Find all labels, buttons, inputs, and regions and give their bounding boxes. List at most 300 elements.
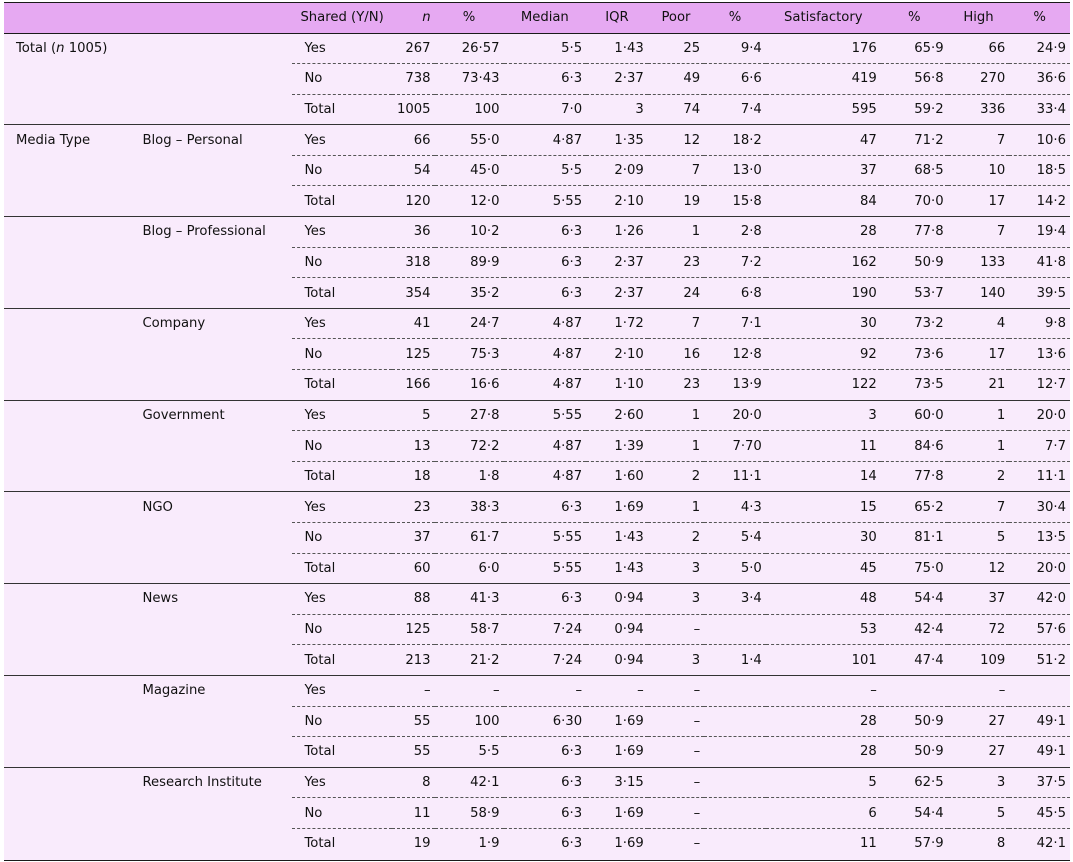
cell-sat-pct: 84·6 [881, 431, 948, 462]
cell-n: 5 [392, 400, 435, 431]
cell-high: 27 [948, 706, 1010, 737]
cell-median: 5·55 [504, 186, 587, 217]
cell-poor: 3 [648, 584, 704, 615]
cell-high: 7 [948, 125, 1010, 156]
data-table-container [4, 2, 1070, 861]
table-row [4, 492, 1070, 523]
cell-iqr: 2·37 [586, 64, 648, 95]
cell-satisfactory: 101 [766, 645, 881, 676]
cell-poor: – [648, 767, 704, 798]
cell-group [4, 767, 130, 798]
cell-n: 37 [392, 523, 435, 554]
cell-poor-pct [704, 737, 766, 768]
header-row [4, 3, 1070, 33]
cell-pct: 100 [435, 706, 504, 737]
cell-sat-pct: 81·1 [881, 523, 948, 554]
cell-shared: Total [292, 645, 391, 676]
cell-pct: 12·0 [435, 186, 504, 217]
header-cell-poor: Poor [648, 3, 704, 33]
cell-group [4, 339, 130, 370]
cell-high-pct: 36·6 [1009, 64, 1070, 95]
cell-high-pct: 13·6 [1009, 339, 1070, 370]
cell-satisfactory: 28 [766, 217, 881, 248]
cell-high-pct: 45·5 [1009, 798, 1070, 829]
cell-pct: 89·9 [435, 247, 504, 278]
cell-poor-pct: 11·1 [704, 461, 766, 492]
cell-pct: 58·9 [435, 798, 504, 829]
header-cell-poor-pct: % [704, 3, 766, 33]
cell-high-pct: 24·9 [1009, 33, 1070, 64]
cell-poor-pct: 7·1 [704, 308, 766, 339]
table-header [4, 3, 1070, 33]
cell-poor-pct: 5·4 [704, 523, 766, 554]
cell-shared: No [292, 523, 391, 554]
cell-sat-pct: 56·8 [881, 64, 948, 95]
table-row [4, 461, 1070, 492]
cell-group [4, 675, 130, 706]
cell-poor: 7 [648, 155, 704, 186]
cell-n: 125 [392, 614, 435, 645]
cell-poor: 19 [648, 186, 704, 217]
cell-median: 7·24 [504, 645, 587, 676]
cell-subgroup: Company [142, 316, 206, 332]
cell-shared: Yes [292, 767, 391, 798]
cell-shared: Total [292, 94, 391, 125]
cell-satisfactory: 84 [766, 186, 881, 217]
cell-poor-pct [704, 706, 766, 737]
cell-pct: 75·3 [435, 339, 504, 370]
cell-median: 4·87 [504, 370, 587, 401]
cell-high: 5 [948, 798, 1010, 829]
cell-high: 10 [948, 155, 1010, 186]
cell-high: 66 [948, 33, 1010, 64]
cell-poor-pct [704, 614, 766, 645]
cell-high-pct [1009, 675, 1070, 706]
cell-poor-pct: 4·3 [704, 492, 766, 523]
table-row [4, 125, 1070, 156]
cell-poor-pct: 7·2 [704, 247, 766, 278]
cell-median: 6·3 [504, 798, 587, 829]
cell-poor-pct: 5·0 [704, 553, 766, 584]
cell-iqr: 1·35 [586, 125, 648, 156]
cell-subgroup: Research Institute [142, 775, 262, 791]
cell-median: 5·5 [504, 33, 587, 64]
cell-sat-pct: 73·2 [881, 308, 948, 339]
header-cell-n: n [392, 3, 435, 33]
cell-n: 738 [392, 64, 435, 95]
cell-n: 23 [392, 492, 435, 523]
cell-high: 1 [948, 431, 1010, 462]
cell-shared: Total [292, 553, 391, 584]
cell-pct: 35·2 [435, 278, 504, 309]
cell-shared: Total [292, 370, 391, 401]
cell-poor-pct: 12·8 [704, 339, 766, 370]
cell-subgroup [130, 278, 292, 309]
cell-pct: 24·7 [435, 308, 504, 339]
cell-median: 6·3 [504, 737, 587, 768]
table-row [4, 247, 1070, 278]
cell-shared: Total [292, 737, 391, 768]
cell-satisfactory: 122 [766, 370, 881, 401]
cell-n: 41 [392, 308, 435, 339]
table-body [4, 33, 1070, 859]
cell-n: 60 [392, 553, 435, 584]
cell-satisfactory: 28 [766, 706, 881, 737]
cell-median: 6·3 [504, 247, 587, 278]
cell-shared: Yes [292, 584, 391, 615]
cell-shared: No [292, 339, 391, 370]
cell-subgroup [130, 186, 292, 217]
cell-sat-pct: 59·2 [881, 94, 948, 125]
cell-high-pct: 11·1 [1009, 461, 1070, 492]
cell-sat-pct: 60·0 [881, 400, 948, 431]
cell-iqr: 1·60 [586, 461, 648, 492]
cell-subgroup [130, 431, 292, 462]
cell-high: 3 [948, 767, 1010, 798]
cell-satisfactory: 28 [766, 737, 881, 768]
cell-high-pct: 57·6 [1009, 614, 1070, 645]
cell-n: 318 [392, 247, 435, 278]
cell-satisfactory: 48 [766, 584, 881, 615]
cell-group [4, 247, 130, 278]
cell-subgroup: Blog – Personal [142, 132, 243, 148]
cell-poor: 1 [648, 431, 704, 462]
cell-high-pct: 7·7 [1009, 431, 1070, 462]
cell-high: 21 [948, 370, 1010, 401]
cell-iqr: 1·10 [586, 370, 648, 401]
cell-sat-pct: 75·0 [881, 553, 948, 584]
cell-n: 213 [392, 645, 435, 676]
cell-poor-pct: 13·0 [704, 155, 766, 186]
cell-pct: 27·8 [435, 400, 504, 431]
cell-group [4, 217, 130, 248]
cell-iqr: 1·69 [586, 737, 648, 768]
table-row [4, 737, 1070, 768]
cell-n: 120 [392, 186, 435, 217]
cell-shared: Yes [292, 33, 391, 64]
cell-sat-pct: 57·9 [914, 836, 944, 852]
cell-median: 4·87 [504, 461, 587, 492]
cell-sat-pct: 42·4 [881, 614, 948, 645]
cell-median: 4·87 [504, 431, 587, 462]
header-cell-pct: % [435, 3, 504, 33]
cell-group [4, 400, 130, 431]
cell-pct: – [435, 675, 504, 706]
cell-poor: – [648, 737, 704, 768]
cell-poor: – [693, 836, 701, 852]
cell-high-pct: 37·5 [1009, 767, 1070, 798]
cell-n: 8 [392, 767, 435, 798]
cell-iqr: 2·10 [586, 339, 648, 370]
cell-poor: 16 [648, 339, 704, 370]
cell-satisfactory: 176 [766, 33, 881, 64]
cell-shared: No [292, 247, 391, 278]
cell-satisfactory: 14 [766, 461, 881, 492]
table-row [4, 767, 1070, 798]
cell-poor: 1 [648, 400, 704, 431]
cell-pct: 5·5 [435, 737, 504, 768]
header-cell-shared: Shared (Y/N) [292, 3, 391, 33]
cell-high-pct: 19·4 [1009, 217, 1070, 248]
cell-subgroup: NGO [142, 499, 173, 515]
cell-high-pct: 42·0 [1009, 584, 1070, 615]
cell-n: 354 [392, 278, 435, 309]
table-row [4, 523, 1070, 554]
cell-high: – [948, 675, 1010, 706]
cell-sat-pct: 53·7 [881, 278, 948, 309]
cell-n: 19 [413, 836, 431, 852]
cell-iqr: 1·72 [586, 308, 648, 339]
cell-pct: 42·1 [435, 767, 504, 798]
cell-iqr: 1·39 [586, 431, 648, 462]
cell-shared: Total [292, 186, 391, 217]
cell-subgroup: Blog – Professional [142, 224, 266, 240]
cell-pct: 10·2 [435, 217, 504, 248]
cell-pct: 21·2 [435, 645, 504, 676]
cell-n: 267 [392, 33, 435, 64]
cell-high: 140 [948, 278, 1010, 309]
cell-high: 133 [948, 247, 1010, 278]
cell-iqr: 3·15 [586, 767, 648, 798]
cell-pct: 1·9 [478, 836, 500, 852]
cell-poor: 23 [648, 370, 704, 401]
cell-group [4, 370, 130, 401]
cell-group [4, 737, 130, 768]
table-row [4, 339, 1070, 370]
cell-median: 6·3 [561, 836, 583, 852]
cell-poor: 3 [648, 645, 704, 676]
cell-high-pct: 9·8 [1009, 308, 1070, 339]
cell-poor-pct: 7·4 [704, 94, 766, 125]
cell-group [4, 155, 130, 186]
cell-poor-pct: 20·0 [704, 400, 766, 431]
cell-sat-pct: 47·4 [881, 645, 948, 676]
cell-pct: 38·3 [435, 492, 504, 523]
cell-high: 1 [948, 400, 1010, 431]
cell-satisfactory: 190 [766, 278, 881, 309]
header-cell-median: Median [504, 3, 587, 33]
cell-high-pct: 18·5 [1009, 155, 1070, 186]
table-row [4, 64, 1070, 95]
cell-group [4, 828, 130, 859]
cell-high-pct: 41·8 [1009, 247, 1070, 278]
cell-high-pct: 42·1 [1036, 836, 1066, 852]
cell-group [4, 492, 130, 523]
cell-satisfactory: 30 [766, 523, 881, 554]
data-table [4, 3, 1070, 859]
cell-poor: 1 [648, 217, 704, 248]
cell-high-pct: 49·1 [1009, 706, 1070, 737]
cell-iqr: 0·94 [586, 584, 648, 615]
cell-sat-pct: 73·6 [881, 339, 948, 370]
cell-poor: 23 [648, 247, 704, 278]
cell-sat-pct: 54·4 [881, 798, 948, 829]
cell-median: 7·0 [504, 94, 587, 125]
cell-shared: Total [292, 278, 391, 309]
cell-n: – [392, 675, 435, 706]
cell-group [4, 706, 130, 737]
cell-poor: 3 [648, 553, 704, 584]
cell-subgroup [130, 737, 292, 768]
cell-subgroup [130, 247, 292, 278]
cell-subgroup [130, 461, 292, 492]
cell-subgroup [130, 339, 292, 370]
cell-shared: No [292, 706, 391, 737]
cell-subgroup: News [142, 591, 179, 607]
cell-high-pct: 20·0 [1009, 553, 1070, 584]
header-cell-sat-pct: % [881, 3, 948, 33]
cell-n: 88 [392, 584, 435, 615]
cell-poor: – [648, 798, 704, 829]
cell-group [4, 523, 130, 554]
cell-sat-pct: 62·5 [881, 767, 948, 798]
cell-iqr: 1·43 [586, 523, 648, 554]
cell-pct: 72·2 [435, 431, 504, 462]
cell-satisfactory: 6 [766, 798, 881, 829]
cell-satisfactory: 11 [860, 836, 877, 852]
cell-median: 6·3 [504, 217, 587, 248]
cell-poor-pct [704, 828, 766, 859]
cell-poor: 7 [648, 308, 704, 339]
cell-subgroup [130, 370, 292, 401]
cell-poor: 2 [648, 461, 704, 492]
cell-high: 8 [996, 836, 1006, 852]
cell-high-pct: 13·5 [1009, 523, 1070, 554]
cell-subgroup [130, 645, 292, 676]
cell-poor-pct: 1·4 [704, 645, 766, 676]
cell-subgroup [130, 523, 292, 554]
cell-subgroup [130, 553, 292, 584]
cell-poor-pct: 6·6 [704, 64, 766, 95]
cell-iqr: 1·69 [586, 492, 648, 523]
cell-poor: 1 [648, 492, 704, 523]
cell-high: 27 [948, 737, 1010, 768]
cell-median: 4·87 [504, 125, 587, 156]
cell-subgroup [130, 33, 292, 64]
cell-subgroup [130, 706, 292, 737]
cell-high: 37 [948, 584, 1010, 615]
cell-pct: 61·7 [435, 523, 504, 554]
cell-shared: No [292, 155, 391, 186]
cell-high-pct: 51·2 [1009, 645, 1070, 676]
cell-high-pct: 14·2 [1009, 186, 1070, 217]
cell-n: 55 [392, 737, 435, 768]
cell-sat-pct: 71·2 [881, 125, 948, 156]
cell-group: Total (n 1005) [16, 40, 108, 56]
table-row [4, 370, 1070, 401]
header-cell-high: High [948, 3, 1010, 33]
cell-shared: No [292, 614, 391, 645]
cell-sat-pct: 68·5 [881, 155, 948, 186]
cell-poor: 25 [648, 33, 704, 64]
table-row [4, 186, 1070, 217]
cell-high-pct: 10·6 [1009, 125, 1070, 156]
header-cell-high-pct: % [1009, 3, 1070, 33]
cell-sat-pct: 50·9 [881, 706, 948, 737]
table-row [4, 155, 1070, 186]
cell-sat-pct: 50·9 [881, 737, 948, 768]
cell-high-pct: 39·5 [1009, 278, 1070, 309]
cell-satisfactory: 3 [766, 400, 881, 431]
cell-median: 5·55 [504, 553, 587, 584]
cell-n: 166 [392, 370, 435, 401]
cell-shared: Yes [292, 217, 391, 248]
cell-iqr: – [586, 675, 648, 706]
cell-shared: No [292, 431, 391, 462]
cell-satisfactory: 5 [766, 767, 881, 798]
cell-poor-pct: 13·9 [704, 370, 766, 401]
cell-median: 6·3 [504, 584, 587, 615]
cell-median: 6·3 [504, 64, 587, 95]
cell-high: 12 [948, 553, 1010, 584]
cell-poor-pct: 15·8 [704, 186, 766, 217]
cell-sat-pct [881, 675, 948, 706]
table-row [4, 33, 1070, 64]
cell-satisfactory: 419 [766, 64, 881, 95]
table-row [4, 308, 1070, 339]
cell-satisfactory: 15 [766, 492, 881, 523]
cell-group [4, 186, 130, 217]
cell-median: 4·87 [504, 308, 587, 339]
cell-group [4, 64, 130, 95]
cell-satisfactory: 47 [766, 125, 881, 156]
cell-iqr: 0·94 [586, 645, 648, 676]
cell-group [4, 94, 130, 125]
cell-poor-pct: 18·2 [704, 125, 766, 156]
cell-iqr: 1·43 [586, 553, 648, 584]
cell-satisfactory: 162 [766, 247, 881, 278]
cell-high: 5 [948, 523, 1010, 554]
cell-poor-pct [704, 798, 766, 829]
cell-median: 6·3 [504, 278, 587, 309]
cell-pct: 41·3 [435, 584, 504, 615]
cell-pct: 1·8 [435, 461, 504, 492]
cell-subgroup [130, 828, 292, 859]
cell-n: 36 [392, 217, 435, 248]
cell-iqr: 1·69 [586, 706, 648, 737]
cell-n: 11 [392, 798, 435, 829]
cell-group [4, 584, 130, 615]
cell-pct: 73·43 [435, 64, 504, 95]
header-cell-group [4, 3, 130, 33]
cell-high: 17 [948, 186, 1010, 217]
cell-subgroup [130, 64, 292, 95]
table-row [4, 614, 1070, 645]
cell-sat-pct: 50·9 [881, 247, 948, 278]
cell-median: 5·5 [504, 155, 587, 186]
cell-sat-pct: 77·8 [881, 461, 948, 492]
cell-satisfactory: 595 [766, 94, 881, 125]
cell-high: 2 [948, 461, 1010, 492]
cell-n: 54 [392, 155, 435, 186]
cell-poor-pct [704, 767, 766, 798]
table-row [4, 217, 1070, 248]
cell-n: 66 [392, 125, 435, 156]
cell-n: 18 [392, 461, 435, 492]
cell-satisfactory: – [766, 675, 881, 706]
table-row [4, 400, 1070, 431]
cell-satisfactory: 45 [766, 553, 881, 584]
header-cell-subgroup [130, 3, 292, 33]
cell-poor: 49 [648, 64, 704, 95]
cell-poor-pct: 7·70 [704, 431, 766, 462]
cell-shared: No [292, 798, 391, 829]
cell-high-pct: 30·4 [1009, 492, 1070, 523]
cell-poor: 24 [648, 278, 704, 309]
cell-group [4, 645, 130, 676]
cell-poor: 2 [648, 523, 704, 554]
table-row [4, 278, 1070, 309]
